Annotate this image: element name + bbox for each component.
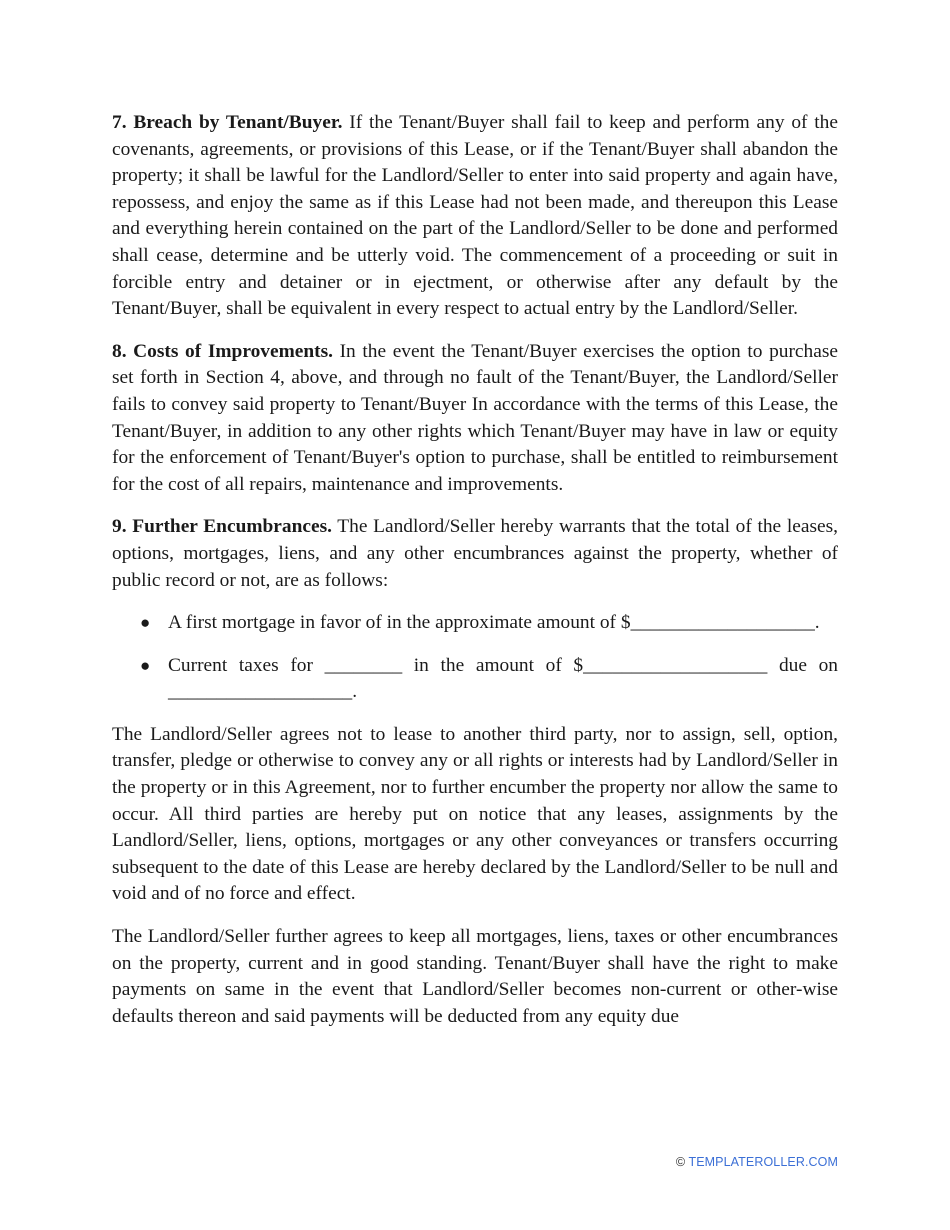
section-8-costs-of-improvements	[112, 339, 838, 499]
footer-brand-link[interactable]: TEMPLATEROLLER.COM	[688, 1155, 838, 1169]
document-page	[112, 110, 838, 1046]
section-9-further-encumbrances	[112, 514, 838, 594]
encumbrance-mortgage-text: A first mortgage in favor of in the approximate amount of $___________________.	[168, 612, 820, 634]
list-item	[112, 653, 838, 706]
encumbrance-list	[112, 610, 838, 706]
section-7-breach	[112, 110, 838, 323]
encumbrance-taxes-text: Current taxes for ________ in the amount of $___________________ due on ___________________.	[168, 654, 838, 703]
section-9-heading: 9. Further Encumbrances.	[112, 516, 332, 538]
further-agreement-paragraph: The Landlord/Seller further agrees to keep all mortgages, liens, taxes or other encumbrances on the property, current and in good standing. Tenant/Buyer shall have the right to make payments on same in the event that Landlord/Seller becomes non-current or other-wise defaults thereon and said payments will be deducted from any equity due	[112, 926, 838, 1027]
list-item	[112, 610, 838, 637]
bullet-icon: ●	[140, 655, 151, 675]
copyright-icon: ©	[675, 1155, 686, 1169]
section-9-body: The Landlord/Seller hereby warrants that the total of the leases, options, mortgages, liens, and any other encumbrances against the property, whether of public record or not, are as follows:	[112, 516, 838, 591]
bullet-icon: ●	[140, 613, 151, 633]
section-8-body: In the event the Tenant/Buyer exercises the option to purchase set forth in Section 4, above, and through no fault of the Tenant/Buyer, the Landlord/Seller fails to convey said property to Tenant/Buyer In accordance with the terms of this Lease, the Tenant/Buyer, in addition to any other rights which Tenant/Buyer may have in law or equity for the enforcement of Tenant/Buyer's option to purchase, shall be entitled to reimbursement for the cost of all repairs, maintenance and improvements.	[112, 340, 838, 495]
section-7-heading: 7. Breach by Tenant/Buyer.	[112, 112, 343, 133]
section-7-body: If the Tenant/Buyer shall fail to keep and perform any of the covenants, agreements, or provisions of this Lease, or if the Tenant/Buyer shall abandon the property; it shall be lawful for the Landlord/Seller to enter into said property and again have, repossess, and enjoy the same as if this Lease had not been made, and thereupon this Lease and everything herein contained on the part of the Landlord/Seller to be done and performed shall cease, determine and be utterly void. The commencement of a proceeding or suit in forcible entry and detainer or in ejectment, or otherwise after any default by the Tenant/Buyer, shall be equivalent in every respect to actual entry by the Landlord/Seller.	[112, 112, 838, 320]
footer-watermark[interactable]	[676, 1155, 838, 1169]
section-8-heading: 8. Costs of Improvements.	[112, 340, 333, 362]
agreement-paragraph: The Landlord/Seller agrees not to lease to another third party, nor to assign, sell, option, transfer, pledge or otherwise to convey any or all rights or interests had by Landlord/Seller in the property or in this Agreement, nor to further encumber the property nor allow the same to occur. All third parties are hereby put on notice that any leases, assignments by the Landlord/Seller, liens, options, mortgages or any other conveyances or transfers occurring subsequent to the date of this Lease are hereby declared by the Landlord/Seller to be null and void and of no force and effect.	[112, 723, 838, 905]
